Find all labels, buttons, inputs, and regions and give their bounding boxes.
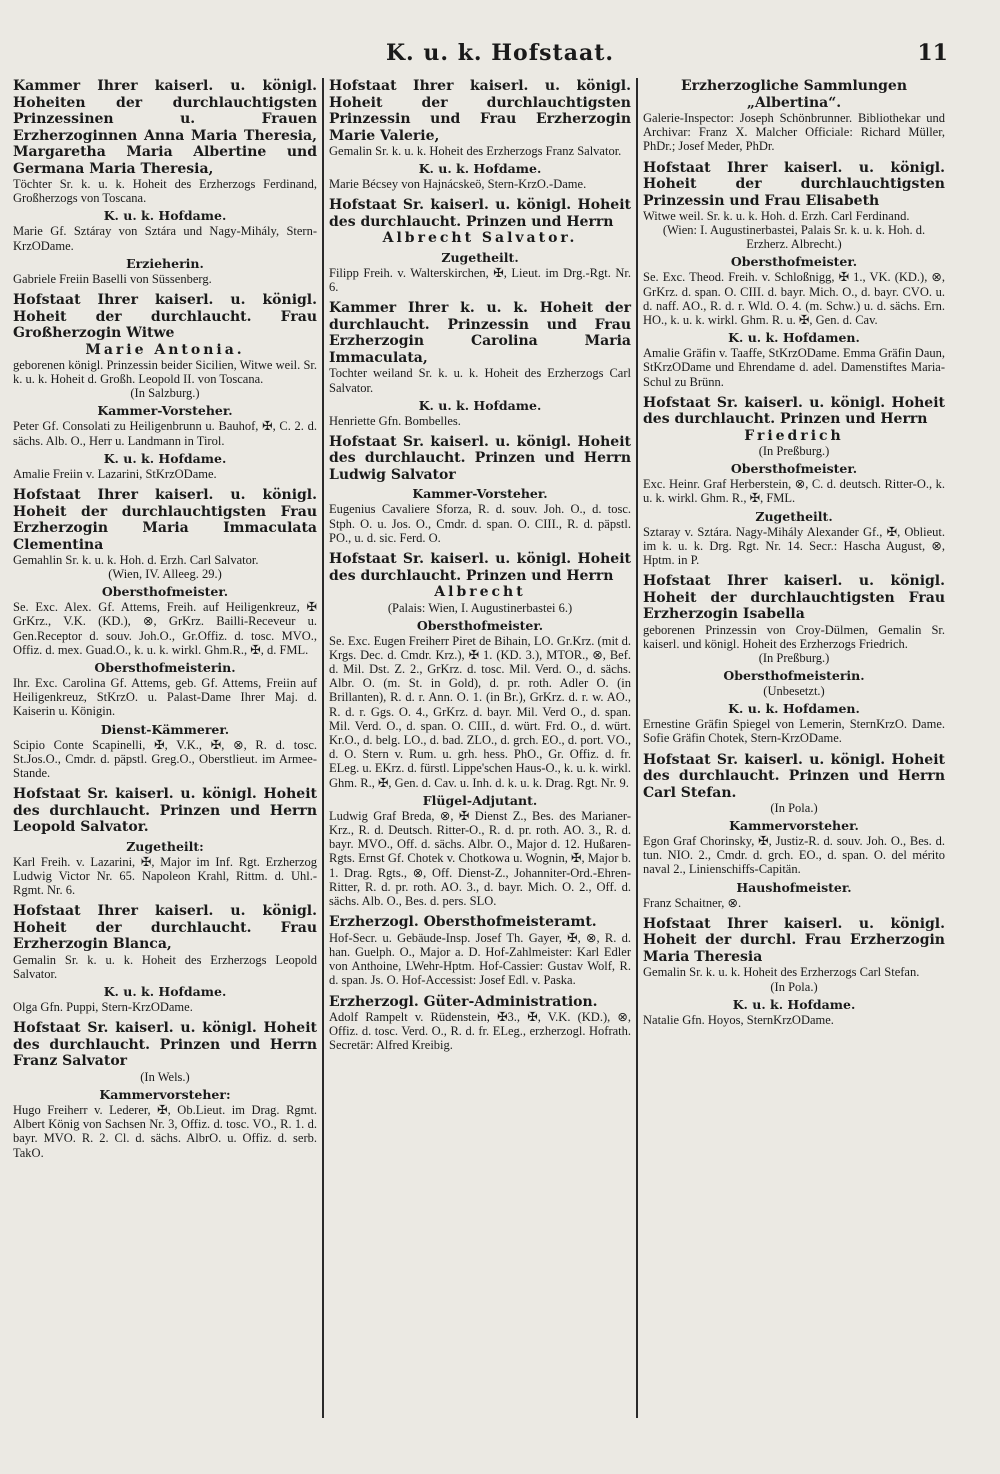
entry xyxy=(643,752,945,910)
entry-location: (Wien: I. Augustinerbastei, Palais Sr. k. u. k. Hoh. d. Erzherz. Albrecht.) xyxy=(662,223,926,252)
entry xyxy=(329,197,631,294)
text-columns xyxy=(8,78,952,1418)
entry-subheading: Obersthofmeister. xyxy=(730,254,858,270)
entry-subheading: Kammervorsteher. xyxy=(729,818,859,834)
entry-text: Olga Gfn. Puppi, Stern-KrzODame. xyxy=(13,1000,193,1015)
entry-subheading: Obersthofmeisterin. xyxy=(723,668,865,684)
entry-heading: Hofstaat Sr. kaiserl. u. königl. Hoheit des durchlaucht. Prinzen und Herrn xyxy=(329,551,631,584)
entry-subheading: Haushofmeister. xyxy=(736,879,852,895)
entry-location: (In Salzburg.) xyxy=(130,386,200,401)
entry-text: Se. Exc. Eugen Freiherr Piret de Bihain, LO. Gr.Krz. (mit d. Krgs. Dec. d. Cmdr. Krz.), ✠ 1. (KD. 3.), MTOR., ⊗, Bef. d. Mil. Dst. Z. 2., GrKrz. d. tosc. Mil. Verd. O., d. sächs. Albr. O. (m. St. in Gold), d. pr. roth. Adler O. (in Brillanten), R. d. r. Ann. O. 1. (in Br.), GrKrz. d. r. w. AO., R. d. r. Ggs. O. 4., GrKrz. d. bayr. Mil. Verd O., d. span. Mil. Verd. O., d. span. O. CIII., d. würt. Frd. O., d. würt. Kr.O., d. belg. LO., d. bad. ZLO., d. grch. EO., d. port. VO., d. O. Stern v. Rum. u. grh. hess. PhO., Gr. Offiz. d. fr. ELeg. u. EKrz. d. fürstl. Lippe'schen Haus-O., k. u. k. wirkl. Ghm. R., ✠, Gen. d. Cav. u. Inh. d. k. u. k. Drag. Rgt. Nr. 9. xyxy=(329,633,631,790)
entry-subheading: K. u. k. Hofdame. xyxy=(103,984,227,1000)
entry-text: Gemalin Sr. k. u. k. Hoheit des Erzherzogs Carl Stefan. xyxy=(643,965,920,980)
entry-heading: Kammer Ihrer kaiserl. u. königl. Hoheiten der durchlauchtigsten Prinzessinen u. Frauen Erzherzoginnen Anna Maria Theresia, Margaretha Maria Albertine und Germana Maria Theresia, xyxy=(13,78,317,177)
entry-text: Peter Gf. Consolati zu Heiligenbrunn u. Bauhof, ✠, C. 2. d. sächs. Alb. O., Herr u. Landmann in Tirol. xyxy=(13,419,317,448)
entry-heading: Hofstaat Ihrer kaiserl. u. königl. Hoheit der durchlaucht. Frau Großherzogin Witwe xyxy=(13,292,317,342)
entry-subheading: K. u. k. Hofdamen. xyxy=(728,701,860,717)
entry-subheading: K. u. k. Hofdame. xyxy=(732,996,856,1012)
entry-heading: Erzherzogliche Sammlungen „Albertina“. xyxy=(680,78,908,111)
entry-text: Franz Schaitner, ⊗. xyxy=(643,895,742,910)
entry xyxy=(13,1020,317,1159)
entry-heading: Erzherzogl. Obersthofmeisteramt. xyxy=(329,914,597,931)
entry-text: Marie Bécsey von Hajnácskeö, Stern-KrzO.-Dame. xyxy=(329,177,587,192)
entry-text: geborenen königl. Prinzessin beider Sicilien, Witwe weil. Sr. k. u. k. Hoheit d. Großh. Leopold II. von Toscana. xyxy=(13,358,317,387)
entry-heading-name: Albrecht xyxy=(434,584,526,601)
entry xyxy=(329,434,631,545)
entry-heading: Hofstaat Ihrer kaiserl. u. königl. Hoheit der durchlauchtigsten Frau Erzherzogin Maria Immaculata Clementina xyxy=(13,487,317,553)
entry-subheading: K. u. k. Hofdame. xyxy=(103,208,227,224)
entry-location: (In Preßburg.) xyxy=(758,651,830,666)
entry-subheading: Zugetheilt. xyxy=(441,249,519,265)
page-number: 11 xyxy=(917,40,948,66)
entry-heading: Hofstaat Sr. kaiserl. u. königl. Hoheit des durchlaucht. Prinzen und Herrn Leopold Salvator. xyxy=(13,786,317,836)
entry-heading: Hofstaat Ihrer kaiserl. u. königl. Hoheit der durchlaucht. Frau Erzherzogin Blanca, xyxy=(13,903,317,953)
entry-subheading: K. u. k. Hofdame. xyxy=(418,161,542,177)
entry-text: Natalie Gfn. Hoyos, SternKrzODame. xyxy=(643,1012,834,1027)
entry xyxy=(329,78,631,191)
entry-heading-name: Friedrich xyxy=(744,427,844,444)
entry-text: Witwe weil. Sr. k. u. k. Hoh. d. Erzh. Carl Ferdinand. xyxy=(643,209,910,224)
entry-subheading: Kammer-Vorsteher. xyxy=(97,403,233,419)
entry-heading: Kammer Ihrer k. u. k. Hoheit der durchlaucht. Prinzessin und Frau Erzherzogin Carolina Maria Immaculata, xyxy=(329,300,631,366)
entry xyxy=(329,551,631,908)
entry-subheading: Kammer-Vorsteher. xyxy=(412,486,548,502)
entry-text: Henriette Gfn. Bombelles. xyxy=(329,413,461,428)
entry-subheading: K. u. k. Hofdamen. xyxy=(728,330,860,346)
entry xyxy=(643,916,945,1027)
entry-heading: Hofstaat Ihrer kaiserl. u. königl. Hoheit der durchlauchtigsten Frau Erzherzogin Isabella xyxy=(643,573,945,623)
entry-text: Amalie Freiin v. Lazarini, StKrzODame. xyxy=(13,466,217,481)
entry-subheading: Erzieherin. xyxy=(126,255,204,271)
entry-subheading: Dienst-Kämmerer. xyxy=(100,721,230,737)
entry-text: Hugo Freiherr v. Lederer, ✠, Ob.Lieut. im Drag. Rgmt. Albert König von Sachsen Nr. 3, Offiz. d. tosc. VO., R. 1. d. bayr. MVO. R. 2. Cl. d. sächs. AlbrO. u. Offiz. d. serb. TakO. xyxy=(13,1102,317,1160)
entry xyxy=(643,573,945,745)
entry-text: Marie Gf. Sztáray von Sztára und Nagy-Mihály, Stern-KrzODame. xyxy=(13,224,317,253)
entry-location: (In Pola.) xyxy=(770,979,818,994)
entry-subheading: Obersthofmeister. xyxy=(416,617,544,633)
entry-heading: Hofstaat Sr. kaiserl. u. königl. Hoheit des durchlaucht. Prinzen und Herrn xyxy=(329,197,631,230)
entry-text: Ernestine Gräfin Spiegel von Lemerin, SternKrzO. Dame. Sofie Gräfin Chotek, Stern-KrzODame. xyxy=(643,717,945,746)
entry-text: Gemahlin Sr. k. u. k. Hoh. d. Erzh. Carl Salvator. xyxy=(13,553,259,568)
entry-heading-name: Marie Antonia. xyxy=(85,341,245,358)
entry-heading: Hofstaat Ihrer kaiserl. u. königl. Hoheit der durchlauchtigsten Prinzessin und Frau Elisabeth xyxy=(643,159,945,209)
entry-subheading: K. u. k. Hofdame. xyxy=(103,450,227,466)
entry-heading: Hofstaat Ihrer kaiserl. u. königl. Hoheit der durchl. Frau Erzherzogin Maria Theresia xyxy=(643,915,945,965)
entry xyxy=(13,292,317,481)
entry-location: (Wien, IV. Alleeg. 29.) xyxy=(108,567,222,582)
entry-subheading: Kammervorsteher: xyxy=(99,1086,231,1102)
entry-text: Amalie Gräfin v. Taaffe, StKrzODame. Emma Gräfin Daun, StKrzODame und Ehrendame d. adel. Damenstiftes Maria-Schul zu Brünn. xyxy=(643,346,945,389)
entry-text: Filipp Freih. v. Walterskirchen, ✠, Lieut. im Drg.-Rgt. Nr. 6. xyxy=(329,265,631,295)
entry-text: Gemalin Sr. k. u. k. Hoheit des Erzherzogs Leopold Salvator. xyxy=(13,952,317,982)
entry-text: Karl Freih. v. Lazarini, ✠, Major im Inf. Rgt. Erzherzog Ludwig Victor Nr. 65. Napoleon Krahl, Rittm. d. Uhl.-Rgmt. Nr. 6. xyxy=(13,854,317,898)
entry-text: Galerie-Inspector: Joseph Schönbrunner. Bibliothekar und Archivar: Franz X. Malcher Officiale: Richard Müller, PhDr.; Josef Meder, PhDr. xyxy=(643,111,945,154)
entry-text: Gemalin Sr. k. u. k. Hoheit des Erzherzogs Franz Salvator. xyxy=(329,144,622,158)
entry xyxy=(643,78,945,154)
entry-heading: Hofstaat Sr. kaiserl. u. königl. Hoheit des durchlaucht. Prinzen und Herrn Carl Stefan. xyxy=(643,751,945,801)
column-left xyxy=(8,78,322,1418)
entry-text: Se. Exc. Theod. Freih. v. Schloßnigg, ✠ 1., VK. (KD.), ⊗, GrKrz. d. span. O. CIII. d. bayr. Mich. O., d. bayr. CVO. u. d. naff. AO., R. d. r. Wld. O. 4. (m. Schw.) u. d. sächs. Ern. HO., k. u. k. wirkl. Ghm. R. u. ✠, Gen. d. Cav. xyxy=(643,270,945,327)
entry xyxy=(643,395,945,568)
running-title: K. u. k. Hofstaat. xyxy=(385,40,615,66)
entry xyxy=(13,78,317,286)
entry xyxy=(13,903,317,1014)
entry-heading: Hofstaat Sr. kaiserl. u. königl. Hoheit des durchlaucht. Prinzen und Herrn Ludwig Salvator xyxy=(329,433,631,483)
entry-heading-name: Albrecht Salvator. xyxy=(382,230,578,247)
entry-heading: Hofstaat Ihrer kaiserl. u. königl. Hoheit der durchlauchtigsten Prinzessin und Frau Erzherzogin Marie Valerie, xyxy=(329,78,631,144)
entry-note: (Unbesetzt.) xyxy=(763,684,825,699)
entry-text: Exc. Heinr. Graf Herberstein, ⊗, C. d. deutsch. Ritter-O., k. u. k. wirkl. Ghm. R., ✠, FML. xyxy=(643,477,945,506)
entry-subheading: Obersthofmeister. xyxy=(730,461,858,477)
entry-text: Tochter weiland Sr. k. u. k. Hoheit des Erzherzogs Carl Salvator. xyxy=(329,366,631,395)
entry xyxy=(643,160,945,389)
entry xyxy=(329,300,631,428)
entry-location: (In Pola.) xyxy=(770,801,818,816)
entry-text: Scipio Conte Scapinelli, ✠, V.K., ✠, ⊗, R. d. tosc. St.Jos.O., Cmdr. d. päpstl. Greg.O., Oberstlieut. im Armee-Stande. xyxy=(13,737,317,781)
entry-heading: Hofstaat Sr. kaiserl. u. königl. Hoheit des durchlaucht. Prinzen und Herrn xyxy=(643,394,945,428)
entry-subheading: K. u. k. Hofdame. xyxy=(418,397,542,413)
entry-location: (Palais: Wien, I. Augustinerbastei 6.) xyxy=(387,600,573,615)
entry-text: Egon Graf Chorinsky, ✠, Justiz-R. d. souv. Joh. O., Bes. d. tun. NIO. 2., Cmdr. d. grch. EO., d. span. O. del mérito naval 2., Linienschiffs-Capitän. xyxy=(643,834,945,877)
column-right xyxy=(636,78,950,1418)
column-middle xyxy=(322,78,636,1418)
entry-heading: Hofstaat Sr. kaiserl. u. königl. Hoheit des durchlaucht. Prinzen und Herrn Franz Salvator xyxy=(13,1020,317,1070)
entry-text: Ludwig Graf Breda, ⊗, ✠ Dienst Z., Bes. des Marianer-Krz., R. d. Deutsch. Ritter-O., R. d. pr. roth. AO. 3., R. d. bayr. MVO., Off. d. sächs. Albr. O., Major d. 12. Hußaren-Rgts. Ernst Gf. Chotek v. Chotkowa u. Wognin, ✠, Major b. 1. Drag. Rgts., ⊗, Off. Dienst-Z., Johanniter-Ord.-Ehren-Ritter, R. d. pr. roth. AO. 3., d. bayr. Mich. O. 2., Off. d. sächs. Alb. O., Bes. d. pers. SLO. xyxy=(329,808,631,908)
entry-text: Se. Exc. Alex. Gf. Attems, Freih. auf Heiligenkreuz, ✠ GrKrz., V.K. (KD.), ⊗, GrKrz. Bailli-Receveur u. Gen.Receptor d. souv. Joh.O., Gr.Offiz. d. tosc. MVO., Offiz. d. mex. Guad.O., k. u. k. wirkl. Ghm.R., ✠, d. FML. xyxy=(13,600,317,657)
entry xyxy=(13,487,317,780)
entry-heading: Erzherzogl. Güter-Administration. xyxy=(329,993,598,1010)
entry-text: Eugenius Cavaliere Sforza, R. d. souv. Joh. O., d. tosc. Stph. O. u. Jos. O., Cmdr. d. span. O. CIII., R. d. päpstl. PO., u. d. sic. Ferd. O. xyxy=(329,502,631,545)
entry-subheading: Obersthofmeisterin. xyxy=(94,660,236,676)
entry-subheading: Flügel-Adjutant. xyxy=(422,792,538,808)
entry-subheading: Zugetheilt: xyxy=(126,838,204,854)
entry-text: Gabriele Freiin Baselli von Süssenberg. xyxy=(13,271,212,286)
entry-text: Töchter Sr. k. u. k. Hoheit des Erzherzogs Ferdinand, Großherzogs von Toscana. xyxy=(13,177,317,206)
entry-text: Adolf Rampelt v. Rüdenstein, ✠3., ✠, V.K. (KD.), ⊗, Offiz. d. tosc. Verd. O., R. d. fr. ELeg., erzherzogl. Hofrath. Secretär: Alfred Kreibig. xyxy=(329,1010,631,1053)
entry-text: geborenen Prinzessin von Croy-Dülmen, Gemalin Sr. kaiserl. und königl. Hoheit des Erzherzogs Friedrich. xyxy=(643,622,945,651)
page-header xyxy=(0,40,1000,80)
entry-subheading: Obersthofmeister. xyxy=(101,584,229,600)
entry-text: Ihr. Exc. Carolina Gf. Attems, geb. Gf. Attems, Freiin auf Heiligenkreuz, StKrzO. u. Palast-Dame Ihrer Maj. d. Kaiserin u. Königin. xyxy=(13,676,317,719)
entry xyxy=(13,786,317,897)
entry xyxy=(329,914,631,987)
entry-location: (In Wels.) xyxy=(140,1069,190,1084)
entry-subheading: Zugetheilt. xyxy=(755,508,833,524)
entry-text: Sztaray v. Sztára. Nagy-Mihály Alexander Gf., ✠, Oblieut. im k. u. k. Drg. Rgt. Nr. 14. Secr.: Hascha August, ⊗, Hptm. in P. xyxy=(643,524,945,568)
entry-text: Hof-Secr. u. Gebäude-Insp. Josef Th. Gayer, ✠, ⊗, R. d. han. Guelph. O., Major a. D. Hof-Zahlmeister: Karl Edler von Anthoine, LWehr-Hptm. Hof-Cassier: Gustav Wolf, R. d. span. Js. O. Hof-Accessist: Josef Edl. v. Paska. xyxy=(329,930,631,988)
entry-location: (In Preßburg.) xyxy=(758,444,830,459)
entry xyxy=(329,994,631,1053)
